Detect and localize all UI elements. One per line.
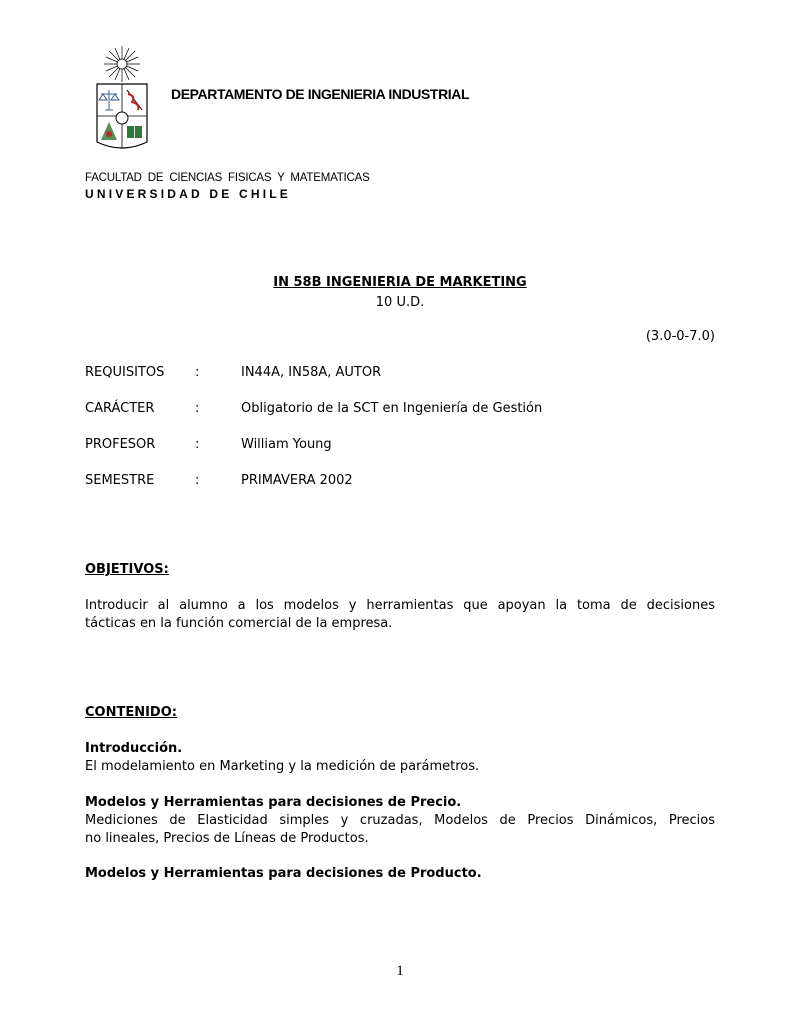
sunburst-icon — [104, 46, 140, 82]
book-icon — [127, 126, 142, 138]
course-title — [0, 275, 800, 290]
info-label: REQUISITOS — [85, 365, 165, 380]
intro-text: El modelamiento en Marketing y la medición de parámetros. — [85, 759, 480, 774]
faculty-name: FACULTAD DE CIENCIAS FISICAS Y MATEMATICAS — [85, 172, 370, 184]
info-separator: : — [195, 365, 200, 380]
info-value: Obligatorio de la SCT en Ingeniería de Gestión — [241, 401, 543, 416]
info-value: William Young — [241, 437, 332, 452]
info-separator: : — [195, 437, 200, 452]
info-value: PRIMAVERA 2002 — [241, 473, 353, 488]
contenido-heading: CONTENIDO: — [85, 705, 177, 720]
info-value: IN44A, IN58A, AUTOR — [241, 365, 382, 380]
course-units: 10 U.D. — [375, 295, 425, 310]
info-separator: : — [195, 473, 200, 488]
info-label: SEMESTRE — [85, 473, 155, 488]
department-name: DEPARTAMENTO DE INGENIERIA INDUSTRIAL — [171, 86, 470, 102]
precio-title: Modelos y Herramientas para decisiones de Precio. — [85, 795, 462, 810]
central-emblem-icon — [116, 112, 128, 124]
course-title-text: IN 58B INGENIERIA DE MARKETING — [273, 275, 527, 290]
intro-title: Introducción. — [85, 741, 183, 756]
university-crest-logo — [94, 44, 150, 152]
page-number: 1 — [396, 963, 404, 979]
objetivos-line-2: tácticas en la función comercial de la empresa. — [85, 616, 393, 631]
producto-title: Modelos y Herramientas para decisiones de Producto. — [85, 866, 482, 881]
precio-line-1: Mediciones de Elasticidad simples y cruzadas, Modelos de Precios Dinámicos, Precios — [85, 813, 715, 828]
info-label: CARÁCTER — [85, 401, 155, 416]
precio-line-2: no lineales, Precios de Líneas de Productos. — [85, 831, 369, 846]
course-hours: (3.0-0-7.0) — [645, 329, 715, 344]
objetivos-line-1: Introducir al alumno a los modelos y herramientas que apoyan la toma de decisiones — [85, 598, 715, 613]
info-label: PROFESOR — [85, 437, 156, 452]
university-name: UNIVERSIDAD DE CHILE — [85, 187, 292, 201]
info-separator: : — [195, 401, 200, 416]
objetivos-heading: OBJETIVOS: — [85, 562, 169, 577]
